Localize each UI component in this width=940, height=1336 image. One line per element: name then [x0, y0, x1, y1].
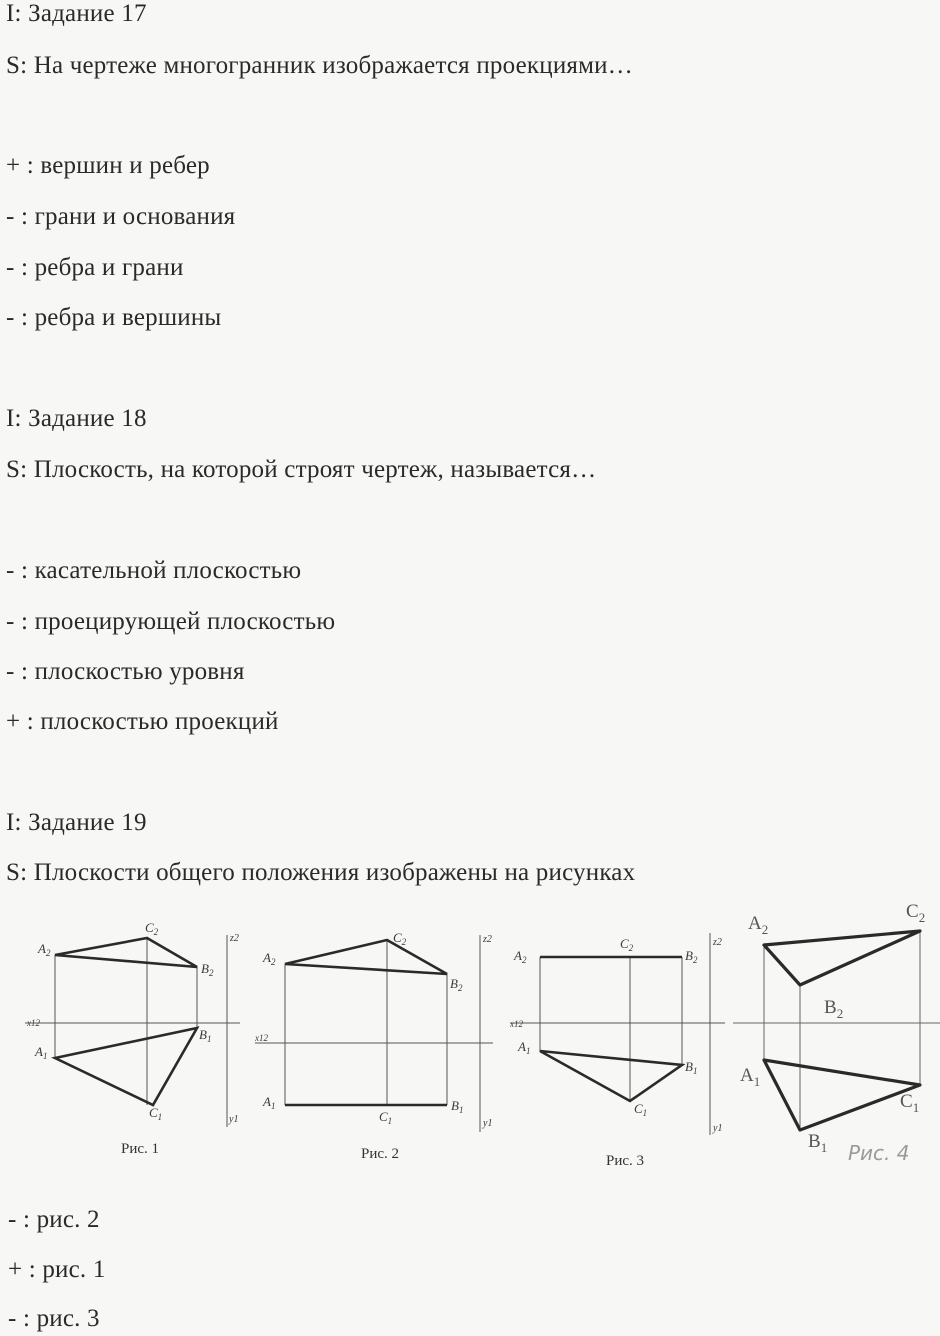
label-y1: y1 — [483, 1118, 493, 1129]
horizontal-triangle-projection — [764, 1060, 920, 1130]
caption-2: Рис. 2 — [361, 1146, 400, 1162]
label-b1: $B_1$ — [199, 1027, 212, 1044]
label-a1: $A_1$ — [518, 1039, 531, 1056]
task17-title: I: Задание 17 — [6, 0, 147, 27]
task19-question: S: Плоскости общего положения изображены на рисунках — [6, 859, 636, 886]
task17-answer-4: - : ребра и вершины — [6, 304, 222, 331]
label-z2: z2 — [713, 937, 722, 948]
label-z2: z2 — [230, 933, 239, 944]
label-b2: $B_2$ — [201, 961, 214, 978]
label-b2: $B_2$ — [450, 976, 463, 993]
task18-answer-2: - : проецирующей плоскостью — [6, 608, 336, 635]
label-c2: $C_2$ — [145, 920, 159, 937]
label-c1: $C_1$ — [149, 1105, 163, 1122]
task17-answer-3: - : ребра и грани — [6, 254, 184, 281]
label-c2: $C_2$ — [906, 901, 926, 925]
task18-title: I: Задание 18 — [6, 405, 147, 432]
label-x12: x12 — [27, 1018, 40, 1028]
label-c1: $C_1$ — [900, 1091, 920, 1115]
label-a2: $A_2$ — [514, 948, 527, 965]
label-c1: $C_1$ — [634, 1101, 648, 1118]
figure-2 — [255, 920, 505, 1165]
label-b1: $B_1$ — [451, 1098, 464, 1115]
caption-1: Рис. 1 — [121, 1141, 160, 1157]
label-a1: $A_1$ — [263, 1094, 276, 1111]
label-a1: $A_1$ — [740, 1065, 761, 1089]
caption-3: Рис. 3 — [606, 1153, 645, 1169]
label-c1: $C_1$ — [379, 1109, 393, 1126]
figure-4 — [730, 895, 940, 1175]
caption-4: Рис. 4 — [848, 1141, 910, 1165]
label-b1: $B_1$ — [808, 1131, 828, 1155]
label-z2: z2 — [483, 934, 492, 945]
label-c2: $C_2$ — [620, 936, 634, 953]
figure-1 — [25, 915, 250, 1160]
label-b2: $B_2$ — [824, 997, 844, 1021]
task19-answer-3: - : рис. 3 — [8, 1305, 100, 1332]
frontal-triangle-projection — [55, 938, 197, 967]
label-c2: $C_2$ — [393, 930, 407, 947]
task17-answer-2: - : грани и основания — [6, 203, 236, 230]
task18-answer-1: - : касательной плоскостью — [6, 557, 302, 584]
label-a2: $A_2$ — [263, 950, 276, 967]
frontal-triangle-projection — [285, 940, 447, 974]
label-y1: y1 — [713, 1123, 723, 1134]
task19-title: I: Задание 19 — [6, 809, 147, 836]
label-a2: $A_2$ — [748, 913, 769, 937]
figure-3 — [510, 925, 735, 1173]
label-x12: x12 — [510, 1019, 523, 1029]
horizontal-triangle-projection — [55, 1028, 197, 1105]
label-a2: $A_2$ — [38, 941, 51, 958]
task18-answer-4: + : плоскостью проекций — [6, 708, 279, 735]
label-b2: $B_2$ — [685, 948, 698, 965]
task18-answer-3: - : плоскостью уровня — [6, 658, 245, 685]
task19-answer-1: - : рис. 2 — [8, 1206, 100, 1233]
task17-answer-1: + : вершин и ребер — [6, 152, 210, 179]
label-x12: x12 — [255, 1033, 268, 1043]
label-a1: $A_1$ — [35, 1044, 48, 1061]
label-y1: y1 — [229, 1114, 239, 1125]
frontal-triangle-projection — [764, 931, 920, 985]
task19-answer-2: + : рис. 1 — [8, 1256, 106, 1283]
horizontal-triangle-projection — [540, 1051, 682, 1101]
label-b1: $B_1$ — [685, 1059, 698, 1076]
task17-question: S: На чертеже многогранник изображается проекциями… — [6, 52, 633, 79]
task18-question: S: Плоскость, на которой строят чертеж, называется… — [6, 456, 597, 483]
